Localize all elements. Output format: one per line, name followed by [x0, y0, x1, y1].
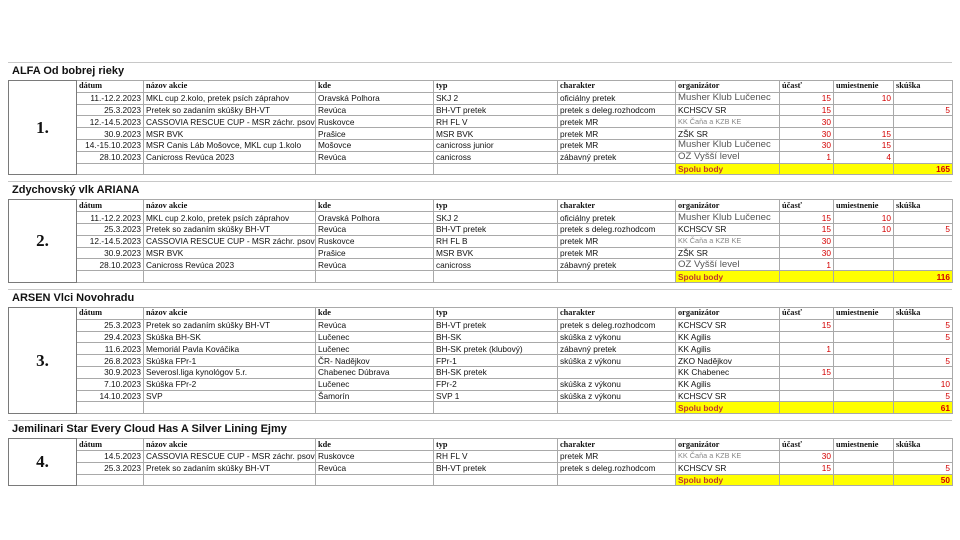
rank-number[interactable]: 2. — [9, 200, 77, 283]
character-cell[interactable]: skúška z výkonu — [558, 378, 676, 390]
empty-cell[interactable] — [434, 474, 558, 486]
empty-cell[interactable] — [434, 271, 558, 283]
character-cell[interactable]: zábavný pretek — [558, 151, 676, 163]
participation-points-cell[interactable]: 15 — [780, 366, 834, 378]
type-cell[interactable]: BH-VT pretek — [434, 462, 558, 474]
placement-points-cell[interactable]: 15 — [834, 128, 894, 140]
organizer-cell[interactable]: KK Čaňa a KZB KE — [676, 450, 780, 462]
event-name-cell[interactable]: Canicross Revúca 2023 — [144, 259, 316, 271]
empty-cell[interactable] — [434, 402, 558, 414]
header-row — [9, 200, 953, 212]
results-table — [8, 199, 953, 283]
column-header-charakter[interactable]: charakter — [558, 307, 676, 319]
date-cell[interactable]: 26.8.2023 — [77, 355, 144, 367]
empty-cell[interactable] — [77, 402, 144, 414]
character-cell[interactable]: pretek s deleg.rozhodcom — [558, 223, 676, 235]
character-cell[interactable]: pretek MR — [558, 235, 676, 247]
placement-points-cell[interactable]: 4 — [834, 151, 894, 163]
table-row — [9, 450, 953, 462]
empty-cell[interactable] — [434, 163, 558, 175]
column-header-charakter[interactable]: charakter — [558, 81, 676, 93]
empty-cell[interactable] — [316, 474, 434, 486]
placement-points-cell[interactable] — [834, 235, 894, 247]
exam-points-cell[interactable]: 5 — [894, 390, 953, 402]
rank-number[interactable]: 3. — [9, 307, 77, 413]
event-name-cell[interactable]: Canicross Revúca 2023 — [144, 151, 316, 163]
total-fill[interactable] — [780, 163, 834, 175]
empty-cell[interactable] — [316, 163, 434, 175]
table-row — [9, 462, 953, 474]
organizer-cell[interactable]: KCHSCV SR — [676, 104, 780, 116]
total-fill[interactable] — [780, 271, 834, 283]
event-name-cell[interactable]: MKL cup 2.kolo, pretek psích záprahov — [144, 92, 316, 104]
table-row — [9, 139, 953, 151]
total-row — [9, 271, 953, 283]
exam-points-cell[interactable] — [894, 116, 953, 128]
character-cell[interactable] — [558, 366, 676, 378]
participation-points-cell[interactable]: 30 — [780, 116, 834, 128]
column-header-typ[interactable]: typ — [434, 81, 558, 93]
placement-points-cell[interactable]: 10 — [834, 223, 894, 235]
column-header-skuska[interactable]: skúška — [894, 307, 953, 319]
total-fill[interactable] — [834, 163, 894, 175]
location-cell[interactable]: Lučenec — [316, 331, 434, 343]
date-cell[interactable]: 25.3.2023 — [77, 104, 144, 116]
character-cell[interactable]: oficiálny pretek — [558, 212, 676, 224]
type-cell[interactable]: BH-SK — [434, 331, 558, 343]
table-row — [9, 151, 953, 163]
column-header-organizator[interactable]: organizátor — [676, 200, 780, 212]
header-row — [9, 81, 953, 93]
organizer-cell[interactable]: ZŠK SR — [676, 128, 780, 140]
table-row — [9, 212, 953, 224]
column-header-datum[interactable]: dátum — [77, 307, 144, 319]
event-name-cell[interactable]: Pretek so zadaním skúšky BH-VT — [144, 462, 316, 474]
rank-number[interactable]: 1. — [9, 81, 77, 175]
type-cell[interactable]: BH-VT pretek — [434, 319, 558, 331]
location-cell[interactable]: Oravská Polhora — [316, 212, 434, 224]
character-cell[interactable]: skúška z výkonu — [558, 331, 676, 343]
type-cell[interactable]: FPr-2 — [434, 378, 558, 390]
character-cell[interactable]: pretek s deleg.rozhodcom — [558, 104, 676, 116]
character-cell[interactable]: pretek MR — [558, 247, 676, 259]
section-gap — [8, 486, 952, 492]
column-header-datum[interactable]: dátum — [77, 81, 144, 93]
date-cell[interactable]: 14.10.2023 — [77, 390, 144, 402]
location-cell[interactable]: Ruskovce — [316, 116, 434, 128]
exam-points-cell[interactable] — [894, 247, 953, 259]
event-name-cell[interactable]: Memoriál Pavla Kováčika — [144, 343, 316, 355]
placement-points-cell[interactable] — [834, 331, 894, 343]
character-cell[interactable]: zábavný pretek — [558, 343, 676, 355]
total-label[interactable]: Spolu body — [676, 474, 780, 486]
table-row — [9, 223, 953, 235]
column-header-nazov[interactable]: názov akcie — [144, 439, 316, 451]
spreadsheet — [8, 62, 952, 492]
column-header-organizator[interactable]: organizátor — [676, 439, 780, 451]
character-cell[interactable]: pretek MR — [558, 116, 676, 128]
column-header-umiestnenie[interactable]: umiestnenie — [834, 200, 894, 212]
location-cell[interactable]: Mošovce — [316, 139, 434, 151]
organizer-cell[interactable]: KK Agilis — [676, 331, 780, 343]
exam-points-cell[interactable]: 5 — [894, 331, 953, 343]
column-header-ucast[interactable]: účasť — [780, 81, 834, 93]
participation-points-cell[interactable] — [780, 331, 834, 343]
total-points[interactable]: 116 — [894, 271, 953, 283]
table-row — [9, 331, 953, 343]
type-cell[interactable]: canicross — [434, 151, 558, 163]
column-header-datum[interactable]: dátum — [77, 200, 144, 212]
location-cell[interactable]: Ruskovce — [316, 235, 434, 247]
exam-points-cell[interactable]: 5 — [894, 104, 953, 116]
exam-points-cell[interactable] — [894, 259, 953, 271]
date-cell[interactable]: 11.-12.2.2023 — [77, 212, 144, 224]
character-cell[interactable]: pretek MR — [558, 128, 676, 140]
organizer-cell[interactable]: Musher Klub Lučenec — [676, 212, 780, 224]
event-name-cell[interactable]: MKL cup 2.kolo, pretek psích záprahov — [144, 212, 316, 224]
total-points[interactable]: 165 — [894, 163, 953, 175]
column-header-umiestnenie[interactable]: umiestnenie — [834, 307, 894, 319]
placement-points-cell[interactable] — [834, 462, 894, 474]
event-name-cell[interactable]: Severosl.liga kynológov 5.r. — [144, 366, 316, 378]
placement-points-cell[interactable] — [834, 450, 894, 462]
empty-cell[interactable] — [77, 271, 144, 283]
exam-points-cell[interactable] — [894, 235, 953, 247]
total-fill[interactable] — [834, 402, 894, 414]
column-header-typ[interactable]: typ — [434, 200, 558, 212]
placement-points-cell[interactable] — [834, 366, 894, 378]
date-cell[interactable]: 14.5.2023 — [77, 450, 144, 462]
exam-points-cell[interactable] — [894, 212, 953, 224]
type-cell[interactable]: SKJ 2 — [434, 212, 558, 224]
date-cell[interactable]: 11.6.2023 — [77, 343, 144, 355]
table-row — [9, 116, 953, 128]
participation-points-cell[interactable]: 15 — [780, 92, 834, 104]
date-cell[interactable]: 11.-12.2.2023 — [77, 92, 144, 104]
organizer-cell[interactable]: KCHSCV SR — [676, 223, 780, 235]
location-cell[interactable]: Revúca — [316, 223, 434, 235]
empty-cell[interactable] — [316, 402, 434, 414]
total-label[interactable]: Spolu body — [676, 163, 780, 175]
organizer-cell[interactable]: KCHSCV SR — [676, 462, 780, 474]
location-cell[interactable]: Ruskovce — [316, 450, 434, 462]
type-cell[interactable]: RH FL B — [434, 235, 558, 247]
location-cell[interactable]: ČR- Nadějkov — [316, 355, 434, 367]
event-name-cell[interactable]: Pretek so zadaním skúšky BH-VT — [144, 223, 316, 235]
column-header-ucast[interactable]: účasť — [780, 200, 834, 212]
empty-cell[interactable] — [144, 163, 316, 175]
column-header-nazov[interactable]: názov akcie — [144, 81, 316, 93]
exam-points-cell[interactable] — [894, 450, 953, 462]
table-row — [9, 128, 953, 140]
column-header-skuska[interactable]: skúška — [894, 200, 953, 212]
event-name-cell[interactable]: MSR Canis Láb Mošovce, MKL cup 1.kolo — [144, 139, 316, 151]
header-row — [9, 307, 953, 319]
column-header-datum[interactable]: dátum — [77, 439, 144, 451]
character-cell[interactable]: zábavný pretek — [558, 259, 676, 271]
column-header-ucast[interactable]: účasť — [780, 439, 834, 451]
dog-name-heading: Zdychovský vlk ARIANA — [8, 181, 952, 199]
character-cell[interactable]: skúška z výkonu — [558, 355, 676, 367]
type-cell[interactable]: canicross junior — [434, 139, 558, 151]
character-cell[interactable]: skúška z výkonu — [558, 390, 676, 402]
organizer-cell[interactable]: KK Chabenec — [676, 366, 780, 378]
location-cell[interactable]: Revúca — [316, 462, 434, 474]
total-fill[interactable] — [834, 271, 894, 283]
character-cell[interactable]: pretek MR — [558, 139, 676, 151]
type-cell[interactable]: BH-SK pretek — [434, 366, 558, 378]
table-row — [9, 104, 953, 116]
event-name-cell[interactable]: Skúška FPr-1 — [144, 355, 316, 367]
exam-points-cell[interactable] — [894, 151, 953, 163]
event-name-cell[interactable]: CASSOVIA RESCUE CUP - MSR záchr. psov — [144, 450, 316, 462]
participation-points-cell[interactable]: 30 — [780, 450, 834, 462]
total-row — [9, 474, 953, 486]
column-header-kde[interactable]: kde — [316, 200, 434, 212]
placement-points-cell[interactable]: 15 — [834, 139, 894, 151]
table-row — [9, 390, 953, 402]
event-name-cell[interactable]: Pretek so zadaním skúšky BH-VT — [144, 319, 316, 331]
location-cell[interactable]: Revúca — [316, 259, 434, 271]
date-cell[interactable]: 12.-14.5.2023 — [77, 235, 144, 247]
empty-cell[interactable] — [144, 271, 316, 283]
empty-cell[interactable] — [558, 474, 676, 486]
participation-points-cell[interactable]: 1 — [780, 151, 834, 163]
exam-points-cell[interactable]: 5 — [894, 462, 953, 474]
table-row — [9, 378, 953, 390]
exam-points-cell[interactable] — [894, 366, 953, 378]
participation-points-cell[interactable] — [780, 378, 834, 390]
organizer-cell[interactable]: KCHSCV SR — [676, 319, 780, 331]
location-cell[interactable]: Oravská Polhora — [316, 92, 434, 104]
event-name-cell[interactable]: CASSOVIA RESCUE CUP - MSR záchr. psov — [144, 116, 316, 128]
participation-points-cell[interactable]: 1 — [780, 259, 834, 271]
exam-points-cell[interactable] — [894, 343, 953, 355]
total-points[interactable]: 61 — [894, 402, 953, 414]
type-cell[interactable]: BH-VT pretek — [434, 223, 558, 235]
location-cell[interactable]: Lučenec — [316, 378, 434, 390]
participation-points-cell[interactable]: 15 — [780, 223, 834, 235]
exam-points-cell[interactable]: 5 — [894, 319, 953, 331]
participation-points-cell[interactable]: 15 — [780, 212, 834, 224]
placement-points-cell[interactable] — [834, 116, 894, 128]
date-cell[interactable]: 28.10.2023 — [77, 151, 144, 163]
dog-name-heading: Jemilinari Star Every Cloud Has A Silver Lining Ejmy — [8, 420, 952, 438]
column-header-umiestnenie[interactable]: umiestnenie — [834, 439, 894, 451]
placement-points-cell[interactable] — [834, 104, 894, 116]
location-cell[interactable]: Revúca — [316, 319, 434, 331]
column-header-umiestnenie[interactable]: umiestnenie — [834, 81, 894, 93]
organizer-cell[interactable]: OZ Vyšší level — [676, 151, 780, 163]
table-row — [9, 92, 953, 104]
column-header-organizator[interactable]: organizátor — [676, 307, 780, 319]
participation-points-cell[interactable]: 15 — [780, 104, 834, 116]
exam-points-cell[interactable]: 5 — [894, 223, 953, 235]
placement-points-cell[interactable] — [834, 390, 894, 402]
date-cell[interactable]: 30.9.2023 — [77, 366, 144, 378]
type-cell[interactable]: MSR BVK — [434, 247, 558, 259]
total-row — [9, 402, 953, 414]
type-cell[interactable]: SKJ 2 — [434, 92, 558, 104]
empty-cell[interactable] — [77, 163, 144, 175]
participation-points-cell[interactable]: 30 — [780, 247, 834, 259]
placement-points-cell[interactable]: 10 — [834, 92, 894, 104]
date-cell[interactable]: 28.10.2023 — [77, 259, 144, 271]
placement-points-cell[interactable] — [834, 247, 894, 259]
dog-name-heading: ALFA Od bobrej rieky — [8, 62, 952, 80]
placement-points-cell[interactable]: 10 — [834, 212, 894, 224]
column-header-kde[interactable]: kde — [316, 81, 434, 93]
location-cell[interactable]: Chabenec Dúbrava — [316, 366, 434, 378]
column-header-skuska[interactable]: skúška — [894, 439, 953, 451]
rank-number[interactable]: 4. — [9, 439, 77, 486]
table-row — [9, 247, 953, 259]
header-row — [9, 439, 953, 451]
results-table — [8, 438, 953, 486]
placement-points-cell[interactable] — [834, 319, 894, 331]
table-row — [9, 355, 953, 367]
results-table — [8, 80, 953, 175]
empty-cell[interactable] — [558, 402, 676, 414]
empty-cell[interactable] — [144, 474, 316, 486]
column-header-typ[interactable]: typ — [434, 307, 558, 319]
organizer-cell[interactable]: KCHSCV SR — [676, 390, 780, 402]
date-cell[interactable]: 14.-15.10.2023 — [77, 139, 144, 151]
table-row — [9, 366, 953, 378]
column-header-ucast[interactable]: účasť — [780, 307, 834, 319]
column-header-organizator[interactable]: organizátor — [676, 81, 780, 93]
type-cell[interactable]: RH FL V — [434, 116, 558, 128]
exam-points-cell[interactable] — [894, 92, 953, 104]
event-name-cell[interactable]: SVP — [144, 390, 316, 402]
type-cell[interactable]: canicross — [434, 259, 558, 271]
placement-points-cell[interactable] — [834, 378, 894, 390]
column-header-kde[interactable]: kde — [316, 439, 434, 451]
type-cell[interactable]: SVP 1 — [434, 390, 558, 402]
empty-cell[interactable] — [316, 271, 434, 283]
participation-points-cell[interactable]: 30 — [780, 128, 834, 140]
organizer-cell[interactable]: KK Čaňa a KZB KE — [676, 116, 780, 128]
type-cell[interactable]: RH FL V — [434, 450, 558, 462]
location-cell[interactable]: Lučenec — [316, 343, 434, 355]
column-header-nazov[interactable]: názov akcie — [144, 200, 316, 212]
location-cell[interactable]: Prašice — [316, 247, 434, 259]
type-cell[interactable]: BH-SK pretek (klubový) — [434, 343, 558, 355]
event-name-cell[interactable]: MSR BVK — [144, 128, 316, 140]
date-cell[interactable]: 29.4.2023 — [77, 331, 144, 343]
exam-points-cell[interactable] — [894, 139, 953, 151]
table-row — [9, 235, 953, 247]
type-cell[interactable]: BH-VT pretek — [434, 104, 558, 116]
event-name-cell[interactable]: CASSOVIA RESCUE CUP - MSR záchr. psov — [144, 235, 316, 247]
exam-points-cell[interactable] — [894, 128, 953, 140]
table-row — [9, 259, 953, 271]
dog-name-heading: ARSEN Vlci Novohradu — [8, 289, 952, 307]
table-row — [9, 319, 953, 331]
character-cell[interactable]: oficiálny pretek — [558, 92, 676, 104]
participation-points-cell[interactable]: 30 — [780, 235, 834, 247]
total-row — [9, 163, 953, 175]
organizer-cell[interactable]: KK Čaňa a KZB KE — [676, 235, 780, 247]
results-table — [8, 307, 953, 414]
date-cell[interactable]: 30.9.2023 — [77, 247, 144, 259]
participation-points-cell[interactable]: 15 — [780, 319, 834, 331]
total-label[interactable]: Spolu body — [676, 271, 780, 283]
date-cell[interactable]: 25.3.2023 — [77, 462, 144, 474]
character-cell[interactable]: pretek MR — [558, 450, 676, 462]
column-header-skuska[interactable]: skúška — [894, 81, 953, 93]
table-row — [9, 343, 953, 355]
event-name-cell[interactable]: Skúška FPr-2 — [144, 378, 316, 390]
participation-points-cell[interactable] — [780, 390, 834, 402]
exam-points-cell[interactable]: 10 — [894, 378, 953, 390]
event-name-cell[interactable]: Pretek so zadaním skúšky BH-VT — [144, 104, 316, 116]
participation-points-cell[interactable]: 30 — [780, 139, 834, 151]
total-label[interactable]: Spolu body — [676, 402, 780, 414]
location-cell[interactable]: Prašice — [316, 128, 434, 140]
column-header-charakter[interactable]: charakter — [558, 200, 676, 212]
type-cell[interactable]: FPr-1 — [434, 355, 558, 367]
empty-cell[interactable] — [77, 474, 144, 486]
character-cell[interactable]: pretek s deleg.rozhodcom — [558, 462, 676, 474]
column-header-nazov[interactable]: názov akcie — [144, 307, 316, 319]
total-fill[interactable] — [780, 474, 834, 486]
exam-points-cell[interactable]: 5 — [894, 355, 953, 367]
empty-cell[interactable] — [558, 163, 676, 175]
column-header-kde[interactable]: kde — [316, 307, 434, 319]
organizer-cell[interactable]: Musher Klub Lučenec — [676, 92, 780, 104]
organizer-cell[interactable]: ZKO Nadějkov — [676, 355, 780, 367]
organizer-cell[interactable]: KK Agilis — [676, 378, 780, 390]
organizer-cell[interactable]: OZ Vyšší level — [676, 259, 780, 271]
location-cell[interactable]: Revúca — [316, 104, 434, 116]
placement-points-cell[interactable] — [834, 355, 894, 367]
column-header-typ[interactable]: typ — [434, 439, 558, 451]
event-name-cell[interactable]: Skúška BH-SK — [144, 331, 316, 343]
location-cell[interactable]: Revúca — [316, 151, 434, 163]
date-cell[interactable]: 25.3.2023 — [77, 223, 144, 235]
date-cell[interactable]: 30.9.2023 — [77, 128, 144, 140]
organizer-cell[interactable]: ZŠK SR — [676, 247, 780, 259]
column-header-charakter[interactable]: charakter — [558, 439, 676, 451]
location-cell[interactable]: Šamorín — [316, 390, 434, 402]
empty-cell[interactable] — [144, 402, 316, 414]
participation-points-cell[interactable]: 15 — [780, 462, 834, 474]
placement-points-cell[interactable] — [834, 343, 894, 355]
total-points[interactable]: 50 — [894, 474, 953, 486]
organizer-cell[interactable]: KK Agilis — [676, 343, 780, 355]
empty-cell[interactable] — [558, 271, 676, 283]
total-fill[interactable] — [834, 474, 894, 486]
type-cell[interactable]: MSR BVK — [434, 128, 558, 140]
total-fill[interactable] — [780, 402, 834, 414]
date-cell[interactable]: 12.-14.5.2023 — [77, 116, 144, 128]
date-cell[interactable]: 25.3.2023 — [77, 319, 144, 331]
date-cell[interactable]: 7.10.2023 — [77, 378, 144, 390]
character-cell[interactable]: pretek s deleg.rozhodcom — [558, 319, 676, 331]
placement-points-cell[interactable] — [834, 259, 894, 271]
participation-points-cell[interactable]: 1 — [780, 343, 834, 355]
organizer-cell[interactable]: Musher Klub Lučenec — [676, 139, 780, 151]
participation-points-cell[interactable] — [780, 355, 834, 367]
event-name-cell[interactable]: MSR BVK — [144, 247, 316, 259]
